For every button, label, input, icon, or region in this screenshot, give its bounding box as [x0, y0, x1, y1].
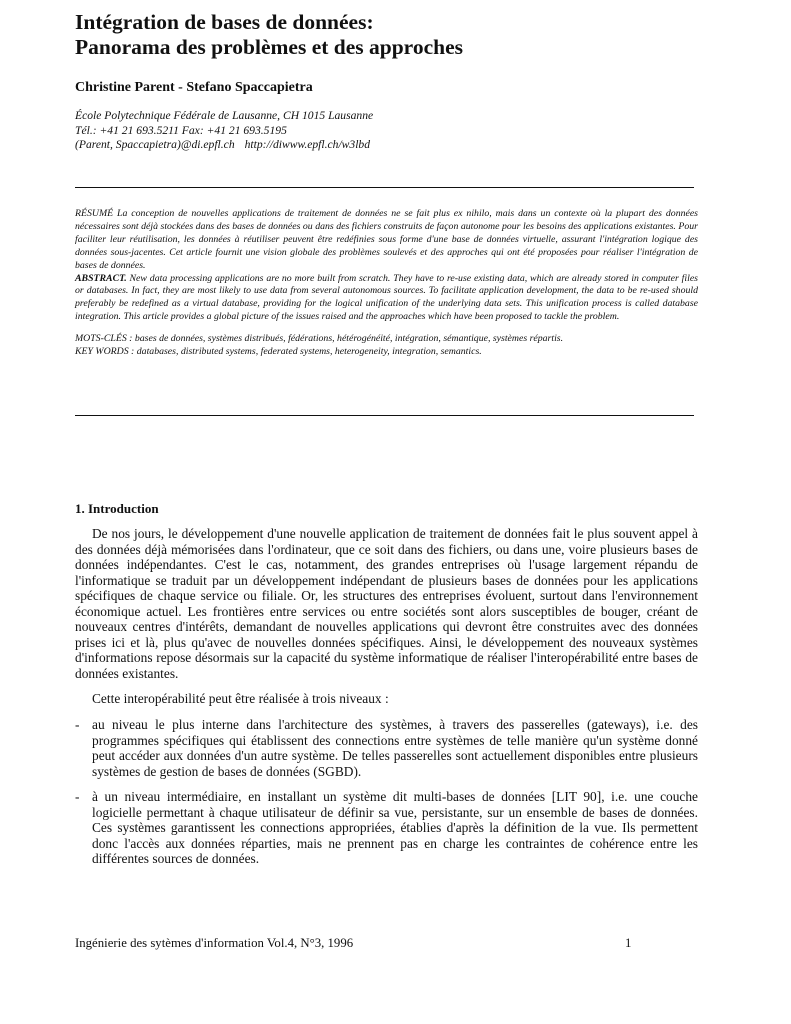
paper-title: [75, 10, 715, 60]
top-divider: [75, 187, 694, 188]
resume-text: La conception de nouvelles applications de traitement de données ne se fait plus ex nihilo, mais dans un contexte où la plupart des données nécessaires sont déjà stockées dans des bases de données ou dans des fichiers construits de façon autonome pour les besoins des applications existantes. Pour faciliter leur réutilisation, les données à réutiliser peuvent être redéfinies sous forme d'une base de données virtuelle, assurant l'intégration logique des données sous-jacentes. Cet article fournit une vision globale des problèmes soulevés et des approches qui ont été proposées pour réaliser l'intégration de bases de données.: [75, 208, 698, 271]
contact-phone-fax: Tél.: +41 21 693.5211 Fax: +41 21 693.5195: [75, 123, 287, 137]
bottom-divider: [75, 415, 694, 416]
intro-paragraph-1: De nos jours, le développement d'une nouvelle application de traitement de données fait le plus souvent appel à des données déjà mémorisées dans l'ordinateur, que ce soit dans des fichiers, ou dans une, voire plusieurs bases de données indépendantes. C'est le cas, notamment, des grandes entreprises où l'usage largement répandu de l'informatique se traduit par un développement indépendant de plusieurs bases de données pour les applications spécifiques de chaque service ou filiale. Or, les structures des entreprises évoluent, surtout dans l'environnement économique actuel. Les frontières entre services ou entre sociétés sont alors susceptibles de bouger, créant de nouveaux centres d'intérêts, demandant de nouvelles applications qui devront être construites avec des données prises ici et là, plus qu'avec de nouvelles données spécifiques. Ainsi, le développement des nouveaux systèmes d'informations repose désormais sur la capacité du système informatique de réaliser l'interopérabilité entre bases de données existantes.: [75, 526, 698, 681]
list-item: [75, 717, 698, 779]
list-bullet: -: [75, 717, 80, 733]
institution: École Polytechnique Fédérale de Lausanne, CH 1015 Lausanne: [75, 109, 374, 122]
list-item-text: au niveau le plus interne dans l'architecture des systèmes, à travers des passerelles (gateways), i.e. des programmes spécifiques qui établissent des connections entre systèmes de telle manière qu'un système donné peut accéder aux données d'un autre système. De telles passerelles sont actuellement disponibles entre plusieurs systèmes de gestion de bases de données (SGBD).: [92, 717, 698, 779]
journal-reference: Ingénierie des sytèmes d'information Vol.4, N°3, 1996: [75, 936, 354, 950]
affiliation-block: [75, 109, 715, 153]
title-line-2: Panorama des problèmes et des approches: [75, 35, 463, 59]
title-line-1: Intégration de bases de données:: [75, 10, 374, 34]
section-heading: 1. Introduction: [75, 501, 159, 516]
abstract-block: [75, 208, 698, 359]
abstract-label: ABSTRACT.: [75, 272, 127, 284]
resume-label: RÉSUMÉ: [75, 208, 114, 219]
list-bullet: -: [75, 789, 80, 805]
page-number: 1: [625, 936, 632, 950]
authors: Christine Parent - Stefano Spaccapietra: [75, 80, 313, 95]
page-footer: [75, 936, 635, 951]
abstract-paragraph: [75, 273, 698, 325]
email-address[interactable]: (Parent, Spaccapietra)@di.epfl.ch: [75, 138, 235, 152]
intro-paragraph-2: Cette interopérabilité peut être réalisée à trois niveaux :: [92, 691, 389, 707]
keywords-block: [75, 333, 698, 359]
section-body: [75, 526, 698, 867]
resume-paragraph: [75, 208, 698, 273]
mots-cles: MOTS-CLÉS : bases de données, systèmes distribués, fédérations, hétérogénéité, intégration, sémantique, systèmes répartis.: [75, 333, 564, 345]
list-item: [75, 789, 698, 867]
website-url[interactable]: http://diwww.epfl.ch/w3lbd: [244, 138, 371, 152]
list-item-text: à un niveau intermédiaire, en installant un système dit multi-bases de données [LIT 90], i.e. une couche logicielle permettant à chaque utilisateur de définir sa vue, persistante, sur un ensemble de bases de données. Ces systèmes garantissent les connections appropriées, établies d'après la définition de la vue. Ils permettent donc l'accès aux données réparties, mais ne prennent pas en charge les contraintes de cohérence entre les différentes sources de données.: [92, 789, 698, 867]
abstract-text: New data processing applications are no more built from scratch. They have to re-use existing data, which are already stored in computer files or databases. In fact, they are most likely to use data from several autonomous sources. To facilitate application development, the data to be re-used should preferably be redefined as a virtual database, providing for the logical unification of the underlying data sets. This unification process is called database integration. This article provides a global picture of the issues raised and the approaches which have been proposed to tackle the problem.: [75, 272, 698, 323]
contact-line: [75, 138, 715, 153]
key-words: KEY WORDS : databases, distributed systems, federated systems, heterogeneity, integration, semantics.: [75, 346, 482, 358]
